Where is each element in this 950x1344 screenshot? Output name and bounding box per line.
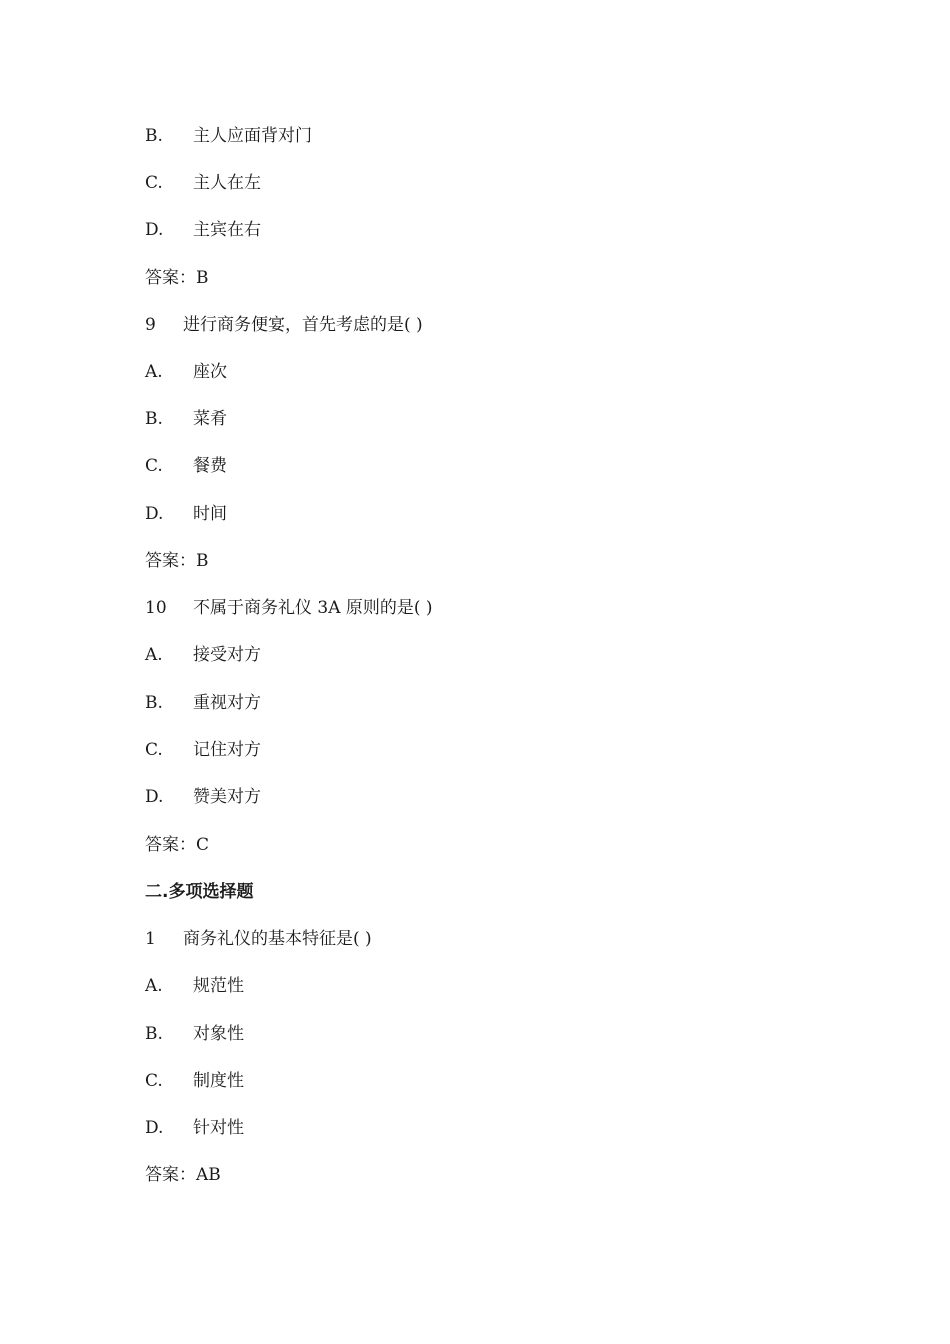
option-a xyxy=(145,643,261,667)
option-letter: B. xyxy=(145,126,163,146)
option-letter: A. xyxy=(145,645,163,665)
option-letter: A. xyxy=(145,976,163,996)
option-letter: B. xyxy=(145,693,163,713)
option-text: 座次 xyxy=(193,362,227,382)
option-text: 赞美对方 xyxy=(193,787,261,807)
option-text: 制度性 xyxy=(193,1071,244,1091)
option-b xyxy=(145,124,312,148)
option-b xyxy=(145,407,227,431)
option-letter: C. xyxy=(145,740,163,760)
option-c xyxy=(145,454,227,478)
option-letter: C. xyxy=(145,1071,163,1091)
option-text: 重视对方 xyxy=(193,693,261,713)
answer-line: 答案：B xyxy=(145,268,209,288)
option-text: 餐费 xyxy=(193,456,227,476)
option-text: 对象性 xyxy=(193,1024,244,1044)
section-heading: 二.多项选择题 xyxy=(145,882,254,902)
option-text: 菜肴 xyxy=(193,409,227,429)
option-d xyxy=(145,1116,244,1140)
option-letter: D. xyxy=(145,220,164,240)
option-letter: D. xyxy=(145,1118,164,1138)
question-stem xyxy=(145,313,423,337)
option-text: 时间 xyxy=(193,504,227,524)
option-text: 接受对方 xyxy=(193,645,261,665)
option-text: 主宾在右 xyxy=(193,220,261,240)
option-c xyxy=(145,171,261,195)
option-a xyxy=(145,974,244,998)
question-text: 商务礼仪的基本特征是( ) xyxy=(183,929,372,949)
option-letter: B. xyxy=(145,1024,163,1044)
question-number: 9 xyxy=(145,315,156,335)
option-d xyxy=(145,502,227,526)
option-letter: A. xyxy=(145,362,163,382)
option-b xyxy=(145,691,261,715)
option-text: 针对性 xyxy=(193,1118,244,1138)
option-text: 主人应面背对门 xyxy=(193,126,312,146)
option-text: 主人在左 xyxy=(193,173,261,193)
option-letter: C. xyxy=(145,173,163,193)
option-d xyxy=(145,218,261,242)
answer-line: 答案：B xyxy=(145,551,209,571)
question-text: 不属于商务礼仪 3A 原则的是( ) xyxy=(193,598,433,618)
option-d xyxy=(145,785,261,809)
question-stem xyxy=(145,927,372,951)
option-letter: D. xyxy=(145,787,164,807)
option-c xyxy=(145,1069,244,1093)
answer-line: 答案：C xyxy=(145,835,210,855)
option-letter: B. xyxy=(145,409,163,429)
option-letter: C. xyxy=(145,456,163,476)
option-b xyxy=(145,1022,244,1046)
option-c xyxy=(145,738,261,762)
option-text: 规范性 xyxy=(193,976,244,996)
question-stem xyxy=(145,596,433,620)
question-number: 10 xyxy=(145,598,167,618)
question-text: 进行商务便宴，首先考虑的是( ) xyxy=(183,315,423,335)
question-number: 1 xyxy=(145,929,156,949)
option-a xyxy=(145,360,227,384)
option-letter: D. xyxy=(145,504,164,524)
answer-line: 答案：AB xyxy=(145,1165,221,1185)
option-text: 记住对方 xyxy=(193,740,261,760)
